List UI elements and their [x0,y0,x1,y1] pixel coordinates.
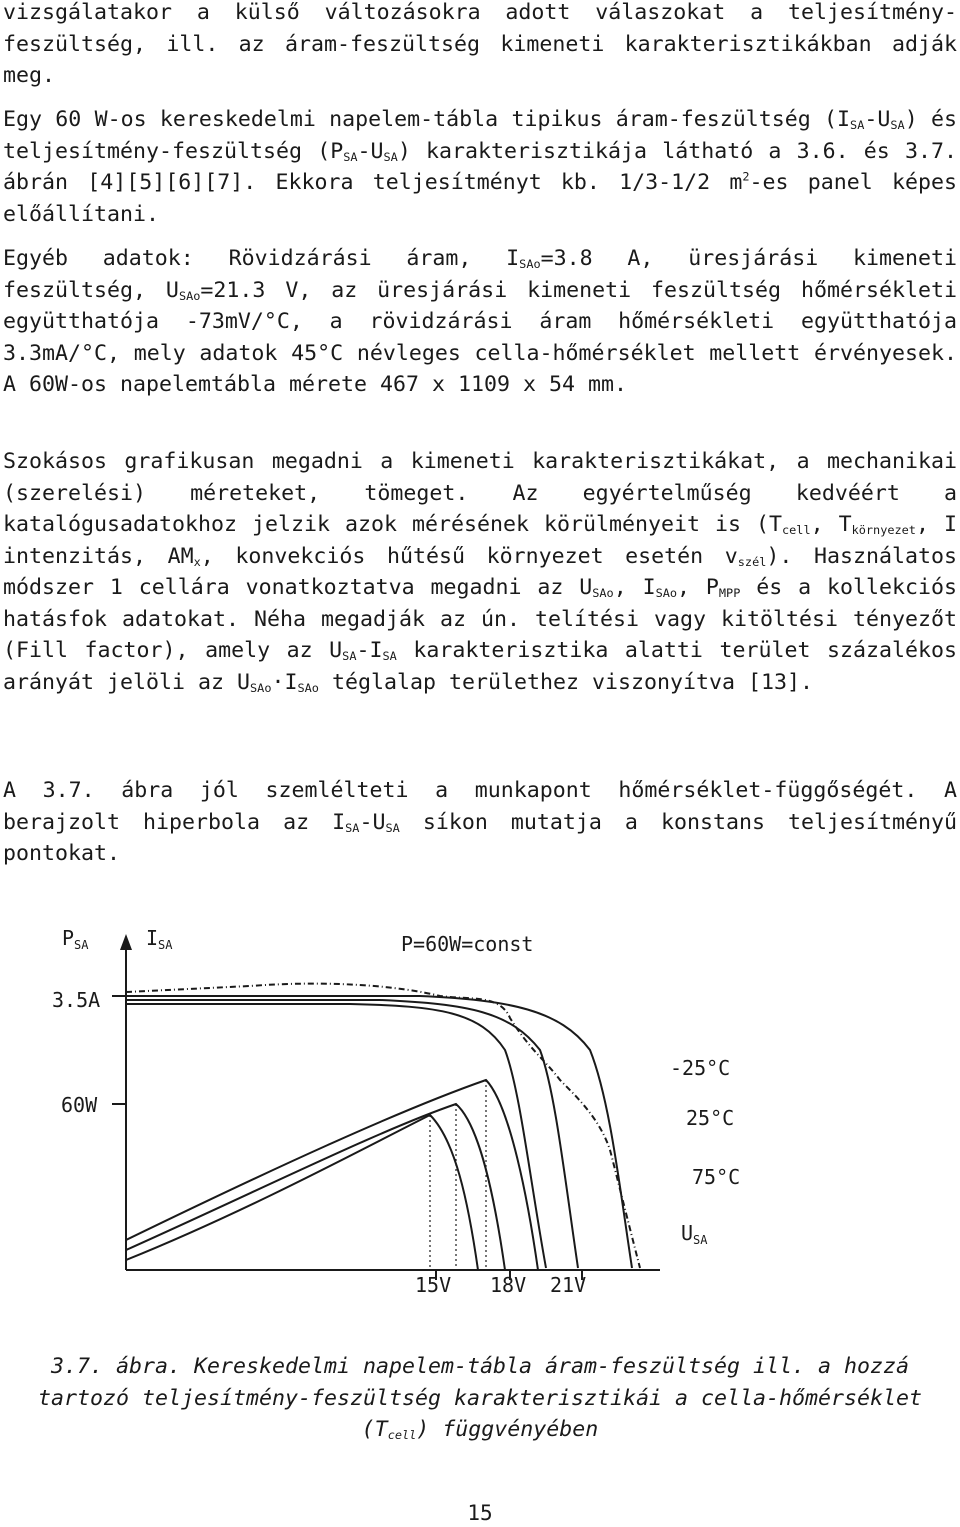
power-60w-label: 60W [61,1093,98,1117]
voltage-label-18v: 18V [490,1273,527,1297]
paragraph-panel-characteristics: Egy 60 W-os kereskedelmi napelem-tábla tipikus áram-feszültség $(I_{SA}-U_{SA})$ és teljesítmény-feszültség $(P_{SA}-U_{SA})$ karakterisztikája látható a 3.6. és 3.7. ábrán [4][5][6][7]. Ekkora teljesítményt kb. 1/3-1/2 $m^2-es$ panel képes előállítani. [3,107,958,227]
paragraph-other-data: Egyéb adatok: Rövidzárási áram, $I_{SAo}=3.8$ A, üresjárási kimeneti feszültség, $U_{SAo}=21.3$ V, az üresjárási kimeneti feszültség hőmérsékleti együtthatója -73mV/°C, a rövidzárási áram hőmérsékleti együtthatója 3.3mA/°C, mely adatok 45°C névleges cella-hőmérséklet mellett érvényesek. A 60W-os napelemtábla mérete 467 x 1109 x 54 mm. [3,246,957,397]
temp-label-minus25c: -25°C [670,1056,731,1080]
voltage-label-15v: 15V [415,1273,452,1297]
current-3-5a-label: 3.5A [52,988,101,1012]
paragraph-intro: vizsgálatakor a külső változásokra adott válaszokat a teljesítmény-feszültség, ill. az áram-feszültség kimeneti karakterisztikákban adják meg. [3,0,957,88]
page-number: 15 [467,1501,493,1525]
constant-power-label: P=60W=const [401,932,534,956]
pv-curve-25c [126,1104,505,1270]
temp-label-75c: 75°C [692,1165,741,1189]
y-axis-arrow-icon [120,934,132,950]
temp-label-25c: 25°C [686,1106,735,1130]
iv-curve-75c [126,1004,546,1268]
pv-curve-minus25c [126,1080,538,1270]
voltage-axis-label: $U_{SA}$ [681,1221,708,1247]
iv-pv-characteristic-figure [0,900,960,1320]
figure-caption: 3.7. ábra. Kereskedelmi napelem-tábla áram-feszültség ill. a hozzá tartozó teljesítmény-feszültség karakterisztikái a cella-hőmérséklet $(T_{cell})$ függvényében [37,1354,923,1442]
paragraph-figure-reference: A 3.7. ábra jól szemlélteti a munkapont hőmérséklet-függőségét. A berajzolt hiperbola az $I_{SA}-U_{SA}$ síkon mutatja a konstans teljesítményű pontokat. [3,778,957,866]
power-axis-label: $P_{SA}$ [62,926,89,952]
voltage-label-21v: 21V [550,1273,587,1297]
current-axis-label: $I_{SA}$ [146,926,173,952]
pv-curve-75c [126,1115,478,1270]
paragraph-catalog-data: Szokásos grafikusan megadni a kimeneti karakterisztikákat, a mechanikai (szerelési) méreteket, tömeget. Az egyértelműség kedvéért a katalógusadatokhoz jelzik azok mérésének körülményeit is ($T_{cell}$, $T_{környezet}$, I intenzitás, $AM_x$, konvekciós hűtésű környezet esetén $v_{szél}$). Használatos módszer 1 cellára vonatkoztatva megadni az $U_{SAo}$, $I_{SAo}$, $P_{MPP}$ és a kollekciós hatásfok adatokat. Néha megadják az ún. telítési vagy kitöltési tényezőt (Fill factor), amely az $U_{SA}-I_{SA}$ karakterisztika alatti terület százalékos arányát jelöli az $U_{SAo}\cdot I_{SAo}$ téglalap területhez viszonyítva [13]. [3,449,957,695]
